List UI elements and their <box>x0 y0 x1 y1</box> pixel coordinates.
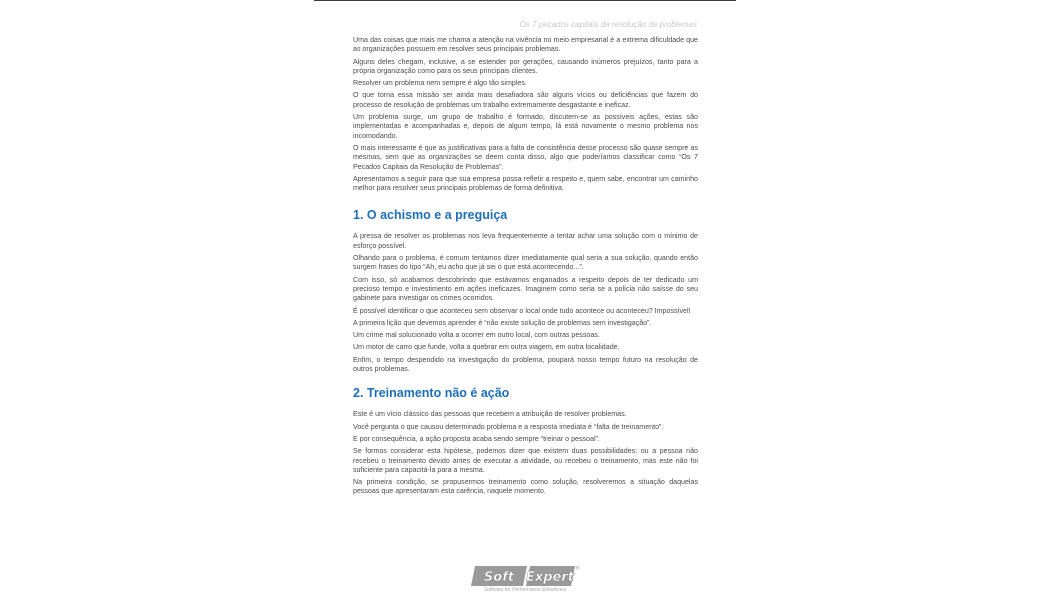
section-1-paragraph: Com isso, só acabamos descobrindo que estávamos enganados a respeito depois de ter dedicado um precioso tempo e investimento em ações ineficazes. Imaginem como seria se a polícia não saísse do seu gabinete para investigar os crimes ocorridos. <box>353 275 698 303</box>
section-1-paragraph: Um motor de carro que funde, volta a quebrar em outra viagem, em outra localidade. <box>353 343 620 352</box>
section-2-paragraph: Se formos considerar esta hipótese, podemos dizer que existem duas possibilidades: ou a pessoa não recebeu o treinamento devido antes de executar a atividade, ou recebeu o treinamento, mas este não foi suficiente para capacitá-la para a mesma. <box>353 447 698 474</box>
intro-paragraph: Apresentamos a seguir para que sua empresa possa refletir a respeito e, quem sabe, encontrar um caminho melhor para resolver seus principais problemas de forma definitiva. <box>353 174 698 193</box>
intro-paragraph: Um problema surge, um grupo de trabalho é formado, discutem-se as possíveis ações, estas são implementadas e acompanhadas e, depois de algum tempo, lá está novamente o mesmo problema nos incomodando. <box>353 113 698 140</box>
section-1-paragraph: Enfim, o tempo despendido na investigação do problema, poupará nosso tempo futuro na resolução de outros problemas. <box>353 355 698 374</box>
section-1-paragraph: É possível identificar o que aconteceu sem observar o local onde tudo acontece ou aconteceu? Impossível! <box>353 306 691 315</box>
intro-paragraph: O mais interessante é que as justificativas para a falta de consistência desse processo são quase sempre as mesmas, sem que as organizações se deem conta disso, algo que poderíamos classificar como “Os 7 Pecados Capitais da Resolução de Problemas”. <box>353 143 698 171</box>
section-1-heading: 1. O achismo e a preguiça <box>353 208 508 223</box>
section-2-paragraph: E por consequência, a ação proposta acaba sendo sempre “treinar o pessoal”. <box>353 434 600 443</box>
softexpert-logo-mark <box>471 564 580 588</box>
running-header: Os 7 pecados capitais da resolução de problemas <box>519 20 697 29</box>
top-rule <box>314 0 736 1</box>
page-content <box>353 36 698 500</box>
logo-registered-mark: ® <box>575 566 580 572</box>
intro-paragraph: O que torna essa missão ser ainda mais desafiadora são alguns vícios ou deficiências que fazem do processo de resolução de problemas um trabalho extremamente desgastante e ineficaz. <box>353 91 698 109</box>
section-1-paragraph: Um crime mal solucionado volta a ocorrer em outro local, com outras pessoas. <box>353 331 600 340</box>
logo-word-expert: Expert <box>525 570 575 585</box>
section-1-paragraph: A primeira lição que devemos aprender é “não existe solução de problemas sem investigação”. <box>353 318 652 327</box>
softexpert-logo <box>470 562 580 598</box>
section-2-paragraph: Você pergunta o que causou determinado problema e a resposta imediata é “falta de treinamento”. <box>353 422 664 431</box>
logo-tagline: Software for Performance Excellence <box>483 587 567 593</box>
document-page <box>314 0 736 600</box>
section-2-paragraph: Este é um vício clássico das pessoas que recebem a atribuição de resolver problemas. <box>353 410 627 419</box>
section-2-heading: 2. Treinamento não é ação <box>353 386 510 401</box>
section-1-paragraph: A pressa de resolver os problemas nos leva frequentemente a tentar achar uma solução com o mínimo de esforço possível. <box>353 232 698 250</box>
intro-paragraph: Alguns deles chegam, inclusive, a se estender por gerações, causando inúmeros prejuízos, tanto para a própria organização como para os seus principais clientes. <box>353 57 698 75</box>
intro-paragraph: Resolver um problema nem sempre é algo tão simples. <box>353 79 527 88</box>
section-2-paragraph: Na primeira condição, se propusermos treinamento como solução, resolveremos a situação daquelas pessoas que apresentaram esta carência, naquele momento. <box>353 478 698 496</box>
logo-word-soft: Soft <box>483 570 515 585</box>
intro-paragraph: Uma das coisas que mais me chama a atenção na vivência no meio empresarial é a extrema dificuldade que as organizações possuem em resolver seus principais problemas. <box>353 36 698 54</box>
section-1-paragraph: Olhando para o problema, é comum tentamos dizer imediatamente qual seria a sua solução, quando então surgem frases do tipo “Ah, eu acho que já sei o que está acontecendo...”. <box>353 254 698 272</box>
